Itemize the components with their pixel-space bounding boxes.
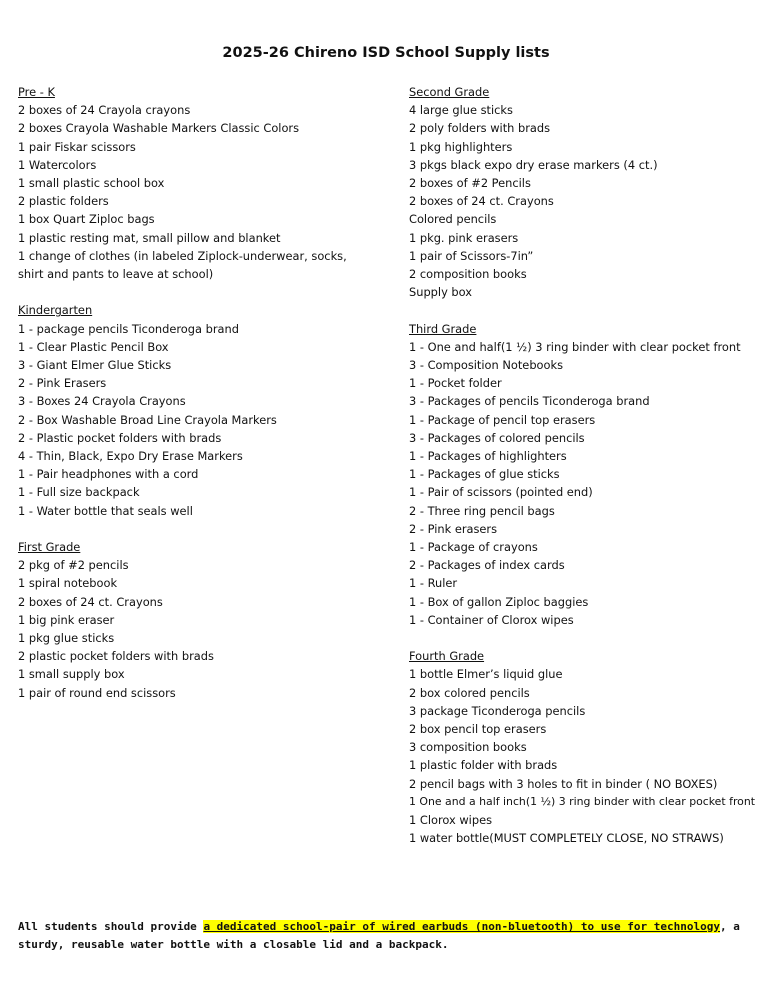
section-heading: Fourth Grade <box>409 649 485 664</box>
list-item: 2 composition books <box>409 267 527 282</box>
list-item: 1 - Pair headphones with a cord <box>18 467 199 482</box>
list-item: 3 composition books <box>409 740 527 755</box>
footer-highlighted-text: a dedicated school-pair of wired earbuds (non-bluetooth) to use for technology <box>203 920 720 933</box>
section-heading: Second Grade <box>409 85 490 99</box>
list-item: 1 Clorox wipes <box>409 813 493 828</box>
list-item: 1 small plastic school box <box>18 176 165 191</box>
right-column <box>409 83 769 866</box>
section-heading: First Grade <box>18 540 81 555</box>
list-item: 4 - Thin, Black, Expo Dry Erase Markers <box>18 449 243 464</box>
list-item: 1 - Container of Clorox wipes <box>409 612 574 627</box>
list-item: 2 boxes of 24 ct. Crayons <box>18 594 163 609</box>
list-item: 3 - Giant Elmer Glue Sticks <box>18 358 172 373</box>
list-item: 2 box pencil top erasers <box>409 722 547 737</box>
list-item: 1 - Ruler <box>409 576 458 591</box>
list-item: 1 One and a half inch(1 ½) 3 ring binder with clear pocket front <box>409 794 756 808</box>
list-item: 1 pkg. pink erasers <box>409 230 519 245</box>
list-item: 3 - Packages of pencils Ticonderoga brand <box>409 394 650 409</box>
list-item: 2 poly folders with brads <box>409 121 551 136</box>
list-item: 1 - Packages of glue sticks <box>409 467 560 482</box>
section-third-grade <box>409 320 769 629</box>
list-item: 3 - Boxes 24 Crayola Crayons <box>18 394 186 409</box>
list-item: 1 - Pocket folder <box>409 376 502 391</box>
list-item: 4 large glue sticks <box>409 103 513 118</box>
list-item: 1 box Quart Ziploc bags <box>18 212 155 227</box>
list-item: 1 small supply box <box>18 667 125 682</box>
list-item: 1 - Box of gallon Ziploc baggies <box>409 594 589 609</box>
list-item: 1 - Pair of scissors (pointed end) <box>409 485 593 500</box>
list-item: 1 Watercolors <box>18 157 97 172</box>
list-item: 1 pair Fiskar scissors <box>18 139 136 154</box>
list-item: 2 box colored pencils <box>409 685 530 700</box>
list-item: 1 - Package of pencil top erasers <box>409 412 596 427</box>
list-item: 3 package Ticonderoga pencils <box>409 703 586 718</box>
footer-text-after: , a sturdy, reusable water bottle with a closable lid and a backpack. <box>18 920 740 951</box>
list-item: 1 - Water bottle that seals well <box>18 503 193 518</box>
list-item: Colored pencils <box>409 212 497 227</box>
list-item: 1 bottle Elmer’s liquid glue <box>409 667 563 682</box>
left-column <box>18 83 388 720</box>
list-item: 2 pkg of #2 pencils <box>18 558 129 573</box>
section-fourth-grade <box>409 647 769 847</box>
list-item: 1 pair of round end scissors <box>18 685 176 700</box>
list-item: 1 plastic resting mat, small pillow and blanket <box>18 230 281 245</box>
list-item: 1 pkg highlighters <box>409 139 513 154</box>
list-item: 3 pkgs black expo dry erase markers (4 ct.) <box>409 157 658 172</box>
list-item: 3 - Composition Notebooks <box>409 358 564 373</box>
list-item: 1 water bottle(MUST COMPLETELY CLOSE, NO STRAWS) <box>409 831 724 846</box>
footer-text-before: All students should provide <box>18 920 204 933</box>
list-item: 1 big pink eraser <box>18 612 115 627</box>
list-item: 2 boxes of 24 ct. Crayons <box>409 194 554 209</box>
section-heading: Pre - K <box>18 85 55 99</box>
list-item: 2 plastic folders <box>18 194 109 209</box>
list-item: 1 plastic folder with brads <box>409 758 558 773</box>
list-item: 2 - Plastic pocket folders with brads <box>18 430 222 445</box>
section-kindergarten <box>18 301 388 519</box>
list-item: 1 - Clear Plastic Pencil Box <box>18 339 169 354</box>
list-item: 2 - Box Washable Broad Line Crayola Markers <box>18 412 277 427</box>
list-item: 1 - package pencils Ticonderoga brand <box>18 321 239 336</box>
section-heading: Third Grade <box>409 321 477 336</box>
list-item: 2 - Pink Erasers <box>18 376 107 391</box>
section-heading: Kindergarten <box>18 303 93 318</box>
list-item: 3 - Packages of colored pencils <box>409 430 585 445</box>
list-item: 2 boxes Crayola Washable Markers Classic Colors <box>18 121 300 136</box>
page-title: 2025-26 Chireno ISD School Supply lists <box>222 45 550 61</box>
footer-note <box>18 918 753 954</box>
list-item: 1 spiral notebook <box>18 576 118 591</box>
list-item: 1 - Packages of highlighters <box>409 449 567 464</box>
list-item: 1 - One and half(1 ½) 3 ring binder with clear pocket front <box>409 339 741 354</box>
list-item: 1 pkg glue sticks <box>18 631 115 646</box>
section-second-grade <box>409 83 769 301</box>
list-item: 2 plastic pocket folders with brads <box>18 649 214 664</box>
list-item: 2 pencil bags with 3 holes to fit in binder ( NO BOXES) <box>409 776 718 791</box>
list-item: 2 boxes of #2 Pencils <box>409 176 531 191</box>
list-item: 2 - Pink erasers <box>409 521 498 536</box>
section-pre-k <box>18 83 388 283</box>
list-item: 2 - Packages of index cards <box>409 558 565 573</box>
section-first-grade <box>18 538 388 702</box>
list-item: Supply box <box>409 285 473 300</box>
list-item: 1 pair of Scissors-7in” <box>409 248 534 263</box>
list-item: 1 change of clothes (in labeled Ziplock-underwear, socks, shirt and pants to leave at school) <box>18 248 347 282</box>
list-item: 2 boxes of 24 Crayola crayons <box>18 103 191 118</box>
list-item: 1 - Full size backpack <box>18 485 140 500</box>
list-item: 2 - Three ring pencil bags <box>409 503 555 518</box>
list-item: 1 - Package of crayons <box>409 540 538 555</box>
